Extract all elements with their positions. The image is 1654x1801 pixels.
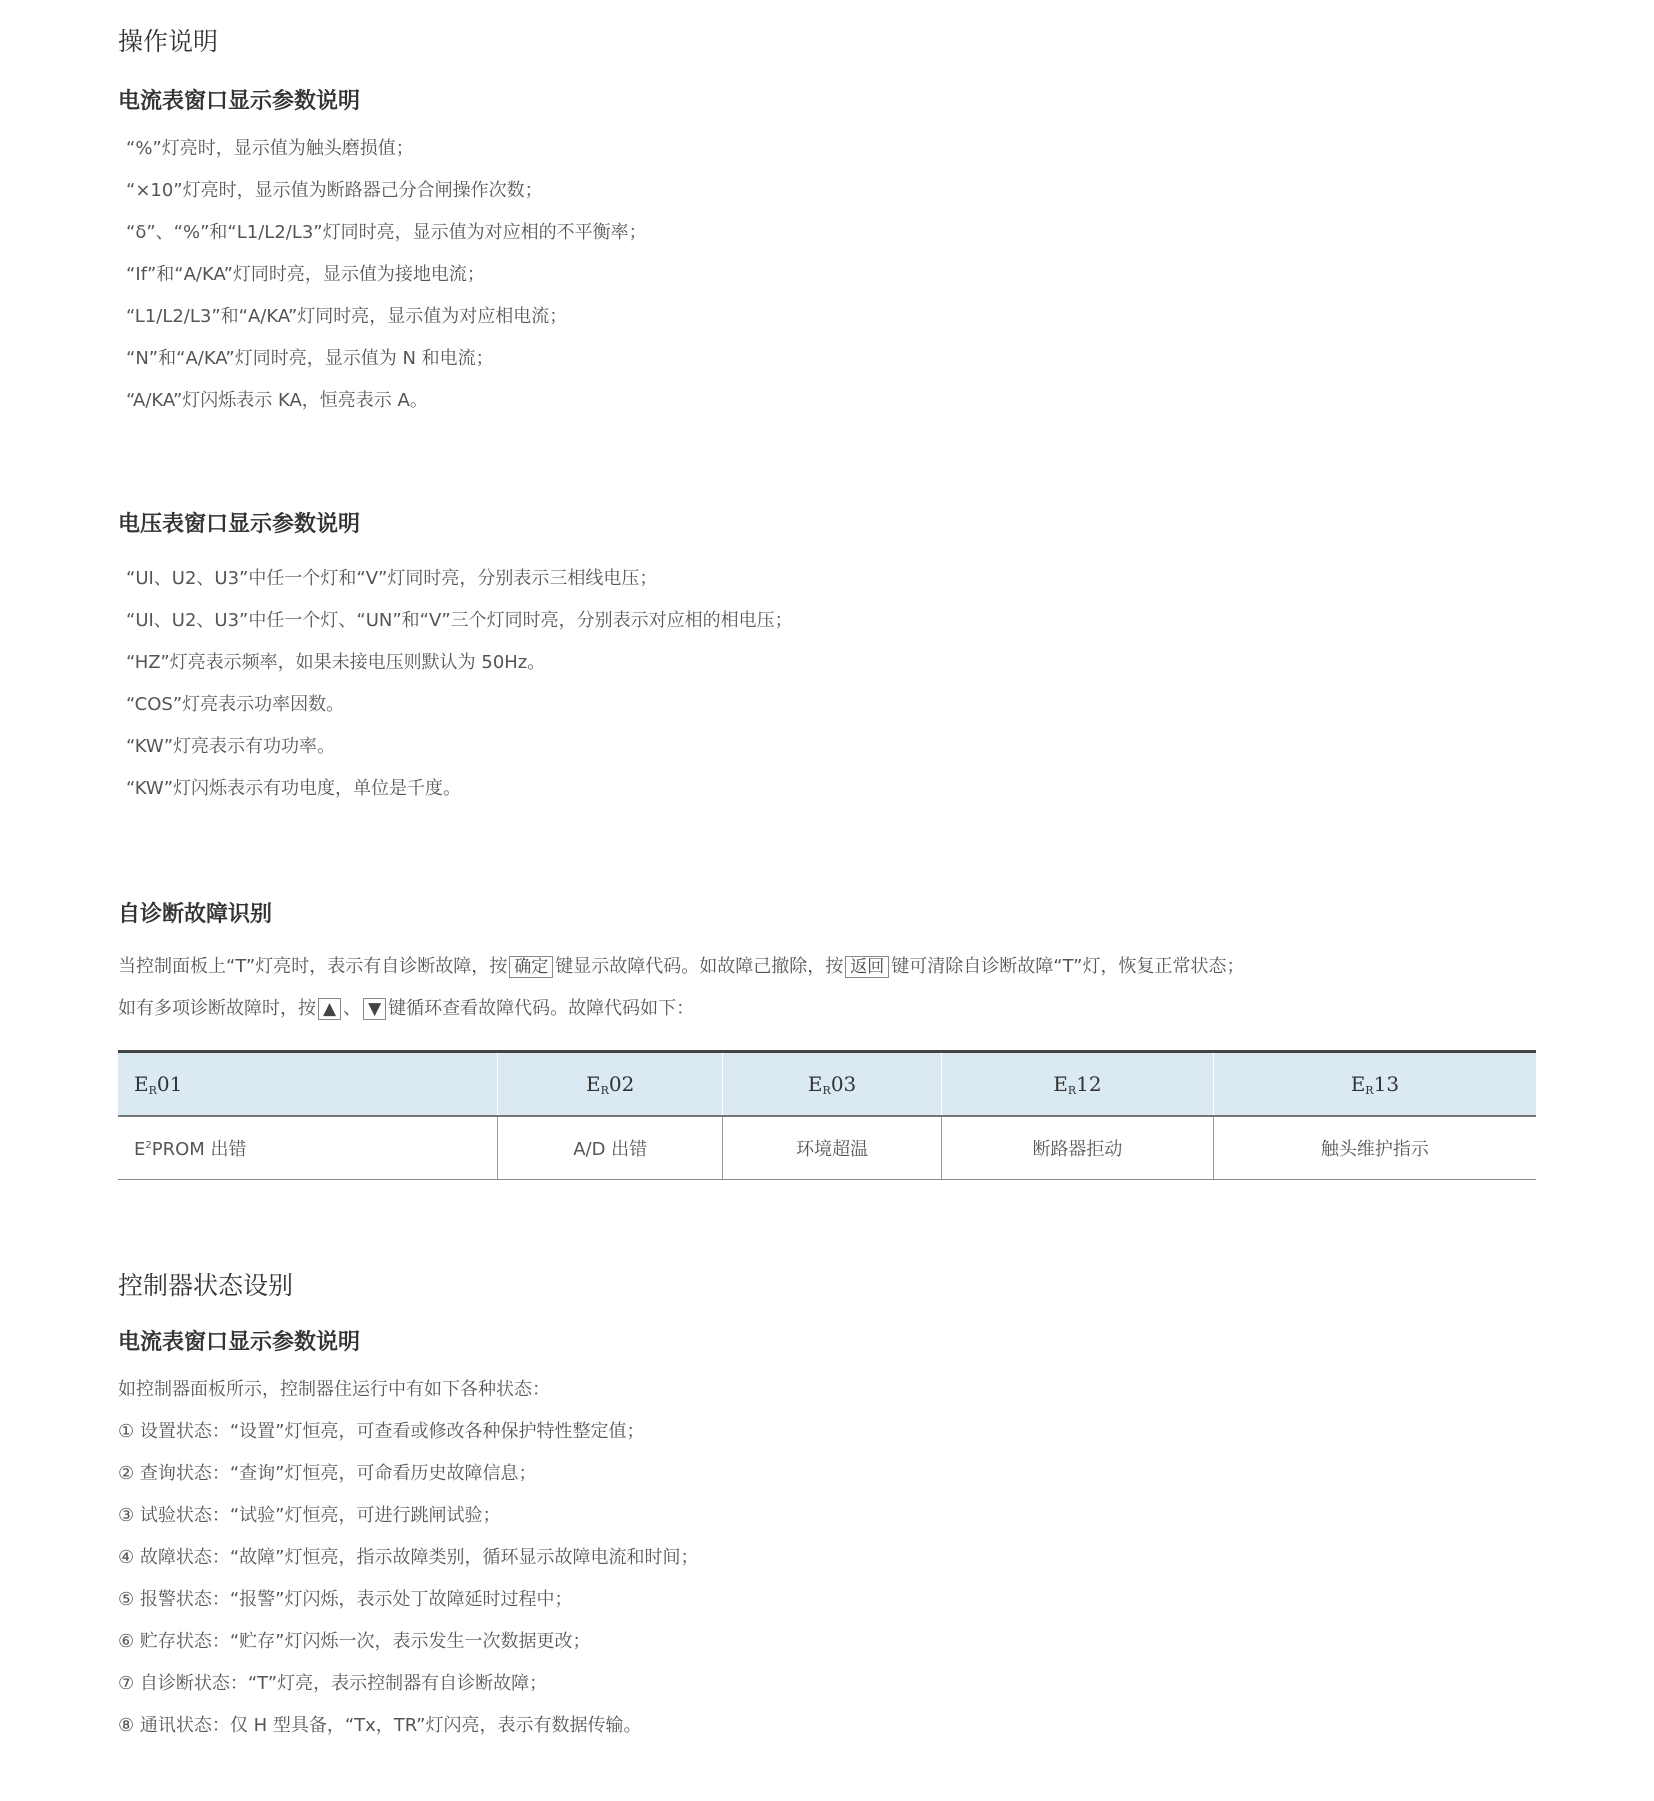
code-prefix: E (807, 1071, 823, 1096)
down-key: ▼ (363, 998, 386, 1020)
ammeter-line: “If”和“A/KA”灯同时亮，显示值为接地电流； (126, 264, 485, 285)
ammeter-line: “δ”、“%”和“L1/L2/L3”灯同时亮，显示值为对应相的不平衡率； (126, 222, 647, 243)
ammeter-line: “A/KA”灯闪烁表示 KA，恒亮表示 A。 (126, 390, 428, 411)
status-line: ⑤ 报警状态：“报警”灯闪烁，表示处丁故障延时过程中； (118, 1589, 573, 1610)
fault-description-cell (118, 1116, 498, 1180)
status-line: ④ 故障状态：“故障”灯恒亮，指示故障类别，循环显示故障电流和时间； (118, 1547, 699, 1568)
back-key: 返回 (845, 956, 889, 978)
fault-code-cell (498, 1052, 723, 1117)
subtitle-ammeter-2: 电流表窗口显示参数说明 (118, 1330, 361, 1355)
fault-code-cell (1213, 1052, 1536, 1117)
code-subscript: R (600, 1083, 609, 1097)
status-line: ③ 试验状态：“试验”灯恒亮，可进行跳闸试验； (118, 1505, 501, 1526)
fault-description-cell: 断路器拒动 (942, 1116, 1214, 1180)
text-fragment: 当控制面板上“T”灯亮时，表示有自诊断故障，按 (118, 956, 508, 977)
fault-code-table (118, 1050, 1536, 1180)
voltmeter-line: “HZ”灯亮表示频率，如果未接电压则默认为 50Hz。 (126, 652, 546, 673)
text-fragment: 键显示故障代码。如故障己撤除，按 (555, 956, 844, 977)
code-number: 13 (1373, 1071, 1400, 1096)
code-prefix: E (586, 1071, 601, 1096)
ammeter-line: “×10”灯亮时，显示值为断路器己分合闸操作次数； (126, 180, 543, 201)
desc-prefix: E (134, 1139, 146, 1160)
self-diagnosis-paragraph (118, 952, 1245, 978)
fault-description-cell: A/D 出错 (498, 1116, 723, 1180)
ammeter-line: “L1/L2/L3”和“A/KA”灯同时亮，显示值为对应相电流； (126, 306, 568, 327)
code-subscript: R (822, 1083, 831, 1097)
code-subscript: R (1067, 1083, 1077, 1097)
confirm-key: 确定 (509, 956, 553, 978)
code-prefix: E (1053, 1071, 1068, 1096)
voltmeter-line: “UI、U2、U3”中任一个灯、“UN”和“V”三个灯同时亮，分别表示对应相的相电压； (126, 610, 793, 631)
fault-code-cell (942, 1052, 1214, 1117)
voltmeter-line: “KW”灯亮表示有功功率。 (126, 736, 336, 757)
code-number: 03 (830, 1071, 857, 1096)
subtitle-ammeter: 电流表窗口显示参数说明 (118, 89, 361, 114)
status-line: ⑥ 贮存状态：“贮存”灯闪烁一次，表示发生一次数据更改； (118, 1631, 591, 1652)
fault-description-cell: 触头维护指示 (1213, 1116, 1536, 1180)
code-number: 02 (608, 1071, 635, 1096)
status-line: ① 设置状态：“设置”灯恒亮，可查看或修改各种保护特性整定值； (118, 1421, 645, 1442)
status-line: ⑧ 通讯状态：仅 H 型具备，“Tx，TR”灯闪亮，表示有数据传输。 (118, 1715, 642, 1736)
status-line: ② 查询状态：“查询”灯恒亮，可命看历史故障信息； (118, 1463, 537, 1484)
desc-superscript: 2 (145, 1140, 152, 1151)
fault-description-row (118, 1116, 1536, 1180)
section-title-controller-status: 控制器状态设别 (118, 1271, 294, 1300)
ammeter-line: “%”灯亮时，显示值为触头磨损值； (126, 138, 414, 159)
fault-code-header-row (118, 1052, 1536, 1117)
ammeter-line: “N”和“A/KA”灯同时亮，显示值为 N 和电流； (126, 348, 494, 369)
status-line: ⑦ 自诊断状态：“T”灯亮，表示控制器有自诊断故障； (118, 1673, 548, 1694)
code-number: 01 (156, 1071, 183, 1096)
up-key: ▲ (318, 998, 341, 1020)
fault-code-cell (723, 1052, 942, 1117)
subtitle-self-diagnosis: 自诊断故障识别 (118, 902, 273, 927)
code-number: 12 (1076, 1071, 1102, 1096)
code-prefix: E (1350, 1071, 1366, 1096)
text-fragment: 键循环查看故障代码。故障代码如下： (388, 998, 695, 1019)
code-subscript: R (1365, 1083, 1374, 1097)
voltmeter-line: “COS”灯亮表示功率因数。 (126, 694, 345, 715)
desc-text: PROM 出错 (151, 1139, 247, 1160)
code-prefix: E (134, 1071, 149, 1096)
voltmeter-line: “UI、U2、U3”中任一个灯和“V”灯同时亮，分别表示三相线电压； (126, 568, 658, 589)
subtitle-voltmeter: 电压表窗口显示参数说明 (118, 512, 361, 537)
fault-code-cell (118, 1052, 498, 1117)
text-fragment: 如有多项诊断故障时，按 (118, 998, 316, 1019)
section-title-operation: 操作说明 (118, 27, 219, 56)
fault-description-cell: 环境超温 (723, 1116, 942, 1180)
text-fragment: 键可清除自诊断故障“T”灯，恢复正常状态； (891, 956, 1245, 977)
status-intro: 如控制器面板所示，控制器住运行中有如下各种状态： (118, 1379, 550, 1400)
text-fragment: 、 (343, 998, 362, 1019)
voltmeter-line: “KW”灯闪烁表示有功电度，单位是千度。 (126, 778, 462, 799)
self-diagnosis-paragraph-2 (118, 994, 694, 1020)
code-subscript: R (148, 1083, 157, 1097)
